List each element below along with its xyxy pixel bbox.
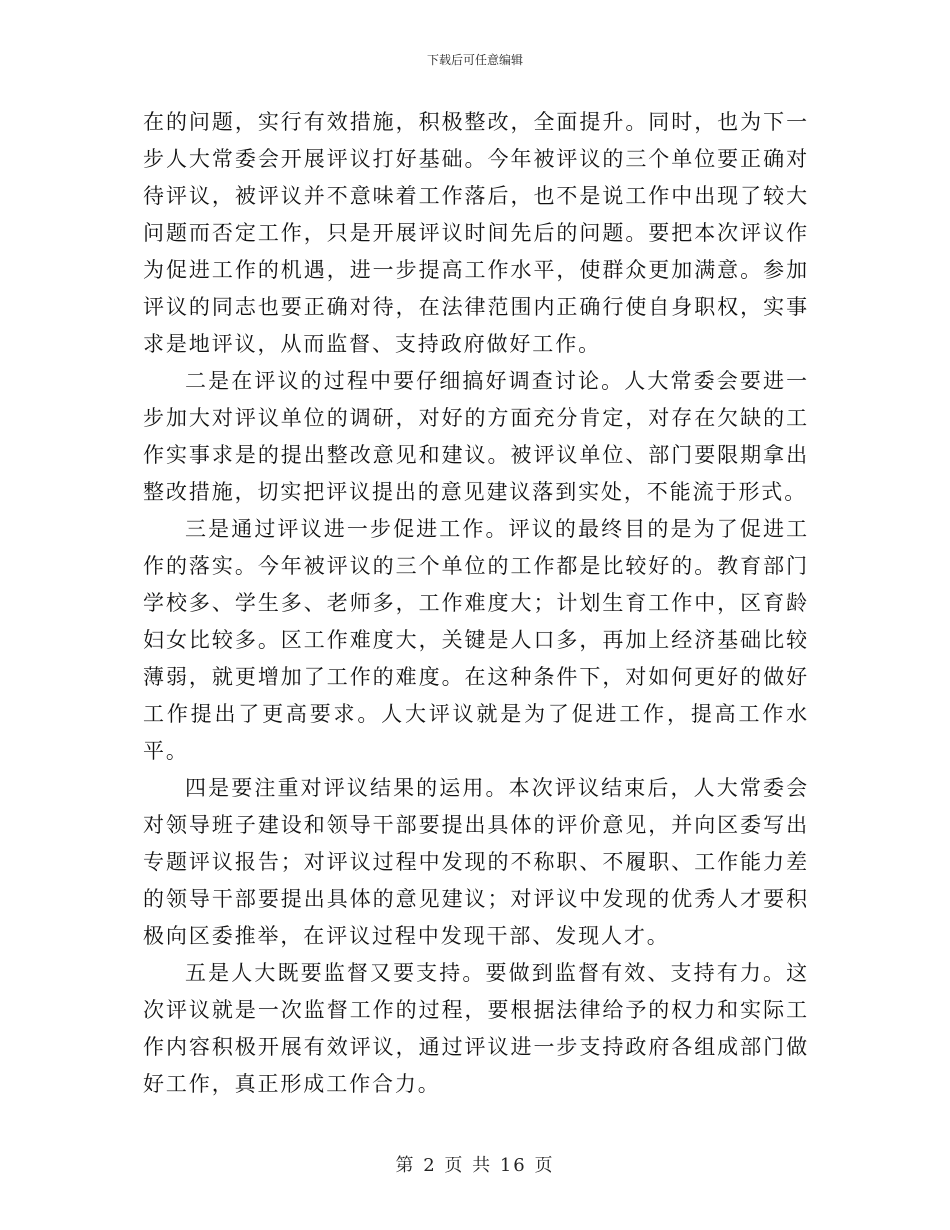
page-header: 下载后可任意编辑 (426, 53, 523, 67)
page-number-footer: 第 2 页 共 16 页 (395, 1155, 555, 1176)
paragraph-point-three: 三是通过评议进一步促进工作。评议的最终目的是为了促进工作的落实。今年被评议的三个单位的工作都是比较好的。教育部门学校多、学生多、老师多，工作难度大；计划生育工作中，区育龄妇女比较多。区工作难度大，关键是人口多，再加上经济基础比较薄弱，就更增加了工作的难度。在这种条件下，对如何更好的做好工作提出了更高要求。人大评议就是为了促进工作，提高工作水平。 (143, 517, 809, 763)
document-body (143, 104, 809, 1103)
paragraph-point-four: 四是要注重对评议结果的运用。本次评议结束后，人大常委会对领导班子建设和领导干部要提出具体的评价意见，并向区委写出专题评议报告；对评议过程中发现的不称职、不履职、工作能力差的领导干部要提出具体的意见建议；对评议中发现的优秀人才要积极向区委推举，在评议过程中发现干部、发现人才。 (143, 776, 809, 948)
paragraph-point-five: 五是人大既要监督又要支持。要做到监督有效、支持有力。这次评议就是一次监督工作的过程，要根据法律给予的权力和实际工作内容积极开展有效评议，通过评议进一步支持政府各组成部门做好工作，真正形成工作合力。 (143, 961, 809, 1096)
paragraph-point-two: 二是在评议的过程中要仔细搞好调查讨论。人大常委会要进一步加大对评议单位的调研，对好的方面充分肯定，对存在欠缺的工作实事求是的提出整改意见和建议。被评议单位、部门要限期拿出整改措施，切实把评议提出的意见建议落到实处，不能流于形式。 (143, 369, 809, 504)
paragraph-continued: 在的问题，实行有效措施，积极整改，全面提升。同时，也为下一步人大常委会开展评议打好基础。今年被评议的三个单位要正确对待评议，被评议并不意味着工作落后，也不是说工作中出现了较大问题而否定工作，只是开展评议时间先后的问题。要把本次评议作为促进工作的机遇，进一步提高工作水平，使群众更加满意。参加评议的同志也要正确对待，在法律范围内正确行使自身职权，实事求是地评议，从而监督、支持政府做好工作。 (143, 110, 809, 356)
